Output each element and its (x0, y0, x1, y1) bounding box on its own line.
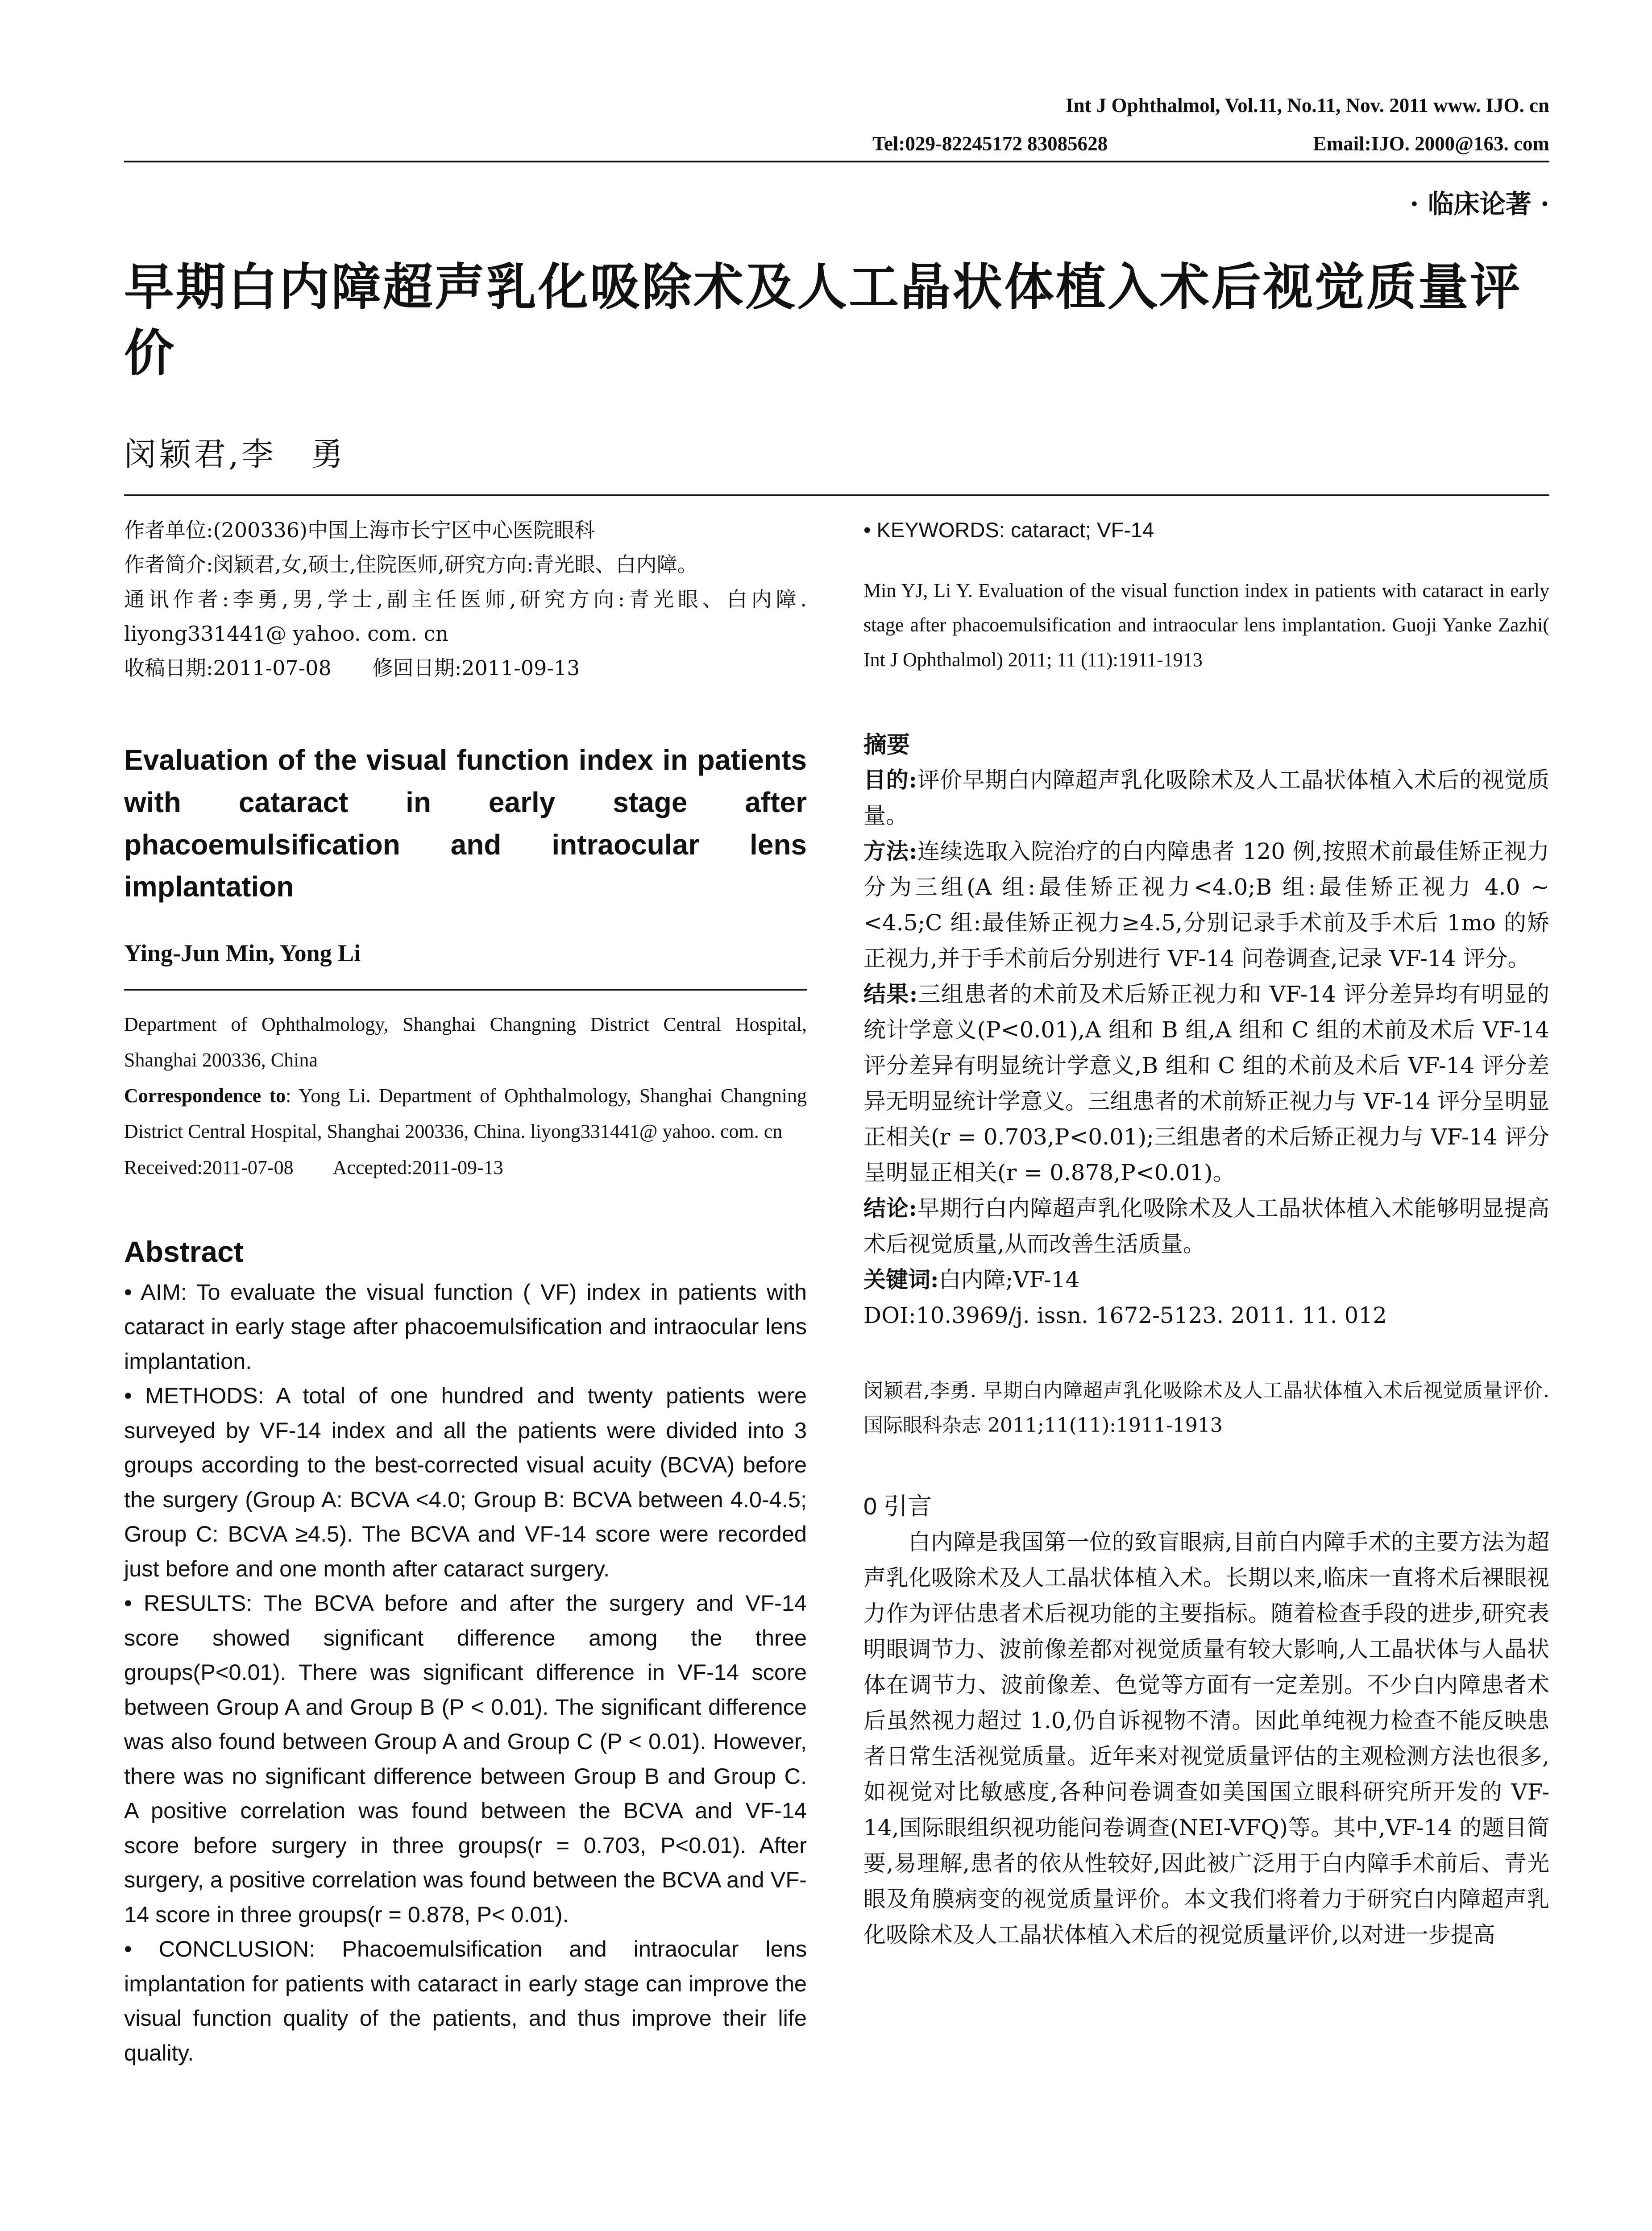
right-column (863, 518, 1549, 1953)
authors-en: Ying-Jun Min, Yong Li (124, 940, 361, 967)
intro-paragraph: 白内障是我国第一位的致盲眼病,目前白内障手术的主要方法为超声乳化吸除术及人工晶状体植入术。长期以来,临床一直将术后裸眼视力作为评估患者术后视功能的主要指标。随着检查手段的进步,研究表明眼调节力、波前像差都对视觉质量有较大影响,人工晶状体与人晶状体在调节力、波前像差、色觉等方面有一定差别。不少白内障患者术后虽然视力超过 1.0,仍自诉视物不清。因此单纯视力检查不能反映患者日常生活视觉质量。近年来对视觉质量评估的主观检测方法也很多,如视觉对比敏感度,各种问卷调查如美国国立眼科研究所开发的 VF-14,国际眼组织视功能问卷调查(NEI-VFQ)等。其中,VF-14 的题目简要,易理解,患者的依从性较好,因此被广泛用于白内障手术前后、青光眼及角膜病变的视觉质量评价。本文我们将着力于研究白内障超声乳化吸除术及人工晶状体植入术后的视觉质量评价,以对进一步提高 (863, 1529, 1549, 1948)
conclusion-cn-text: 早期行白内障超声乳化吸除术及人工晶状体植入术能够明显提高术后视觉质量,从而改善生活质量。 (863, 1195, 1549, 1257)
section-tag: · 临床论著 · (1410, 189, 1549, 219)
citation-cn: 闵颖君,李勇. 早期白内障超声乳化吸除术及人工晶状体植入术后视觉质量评价. 国际眼科杂志 2011;11(11):1911-1913 (863, 1379, 1549, 1437)
abstract-heading: Abstract (124, 1235, 244, 1268)
results-label: • RESULTS: (124, 1590, 253, 1616)
abstract-aim (124, 1275, 807, 1379)
page-title: 早期白内障超声乳化吸除术及人工晶状体植入术后视觉质量评价 (124, 258, 1522, 382)
aim-text: To evaluate the visual function ( VF) index in patients with cataract in early stage after phacoemulsification and intraocular lens implantation. (124, 1279, 807, 1374)
authors-cn: 闵颖君,李 勇 (124, 435, 346, 473)
received-accepted-en: Received:2011-07-08 Accepted:2011-09-13 (124, 1156, 503, 1178)
methods-label: • METHODS: (124, 1383, 264, 1409)
journal-header-line1: Int J Ophthalmol, Vol.11, No.11, Nov. 2011 www. IJO. cn (1066, 94, 1549, 116)
conclusion-cn-label: 结论: (863, 1195, 917, 1222)
keywords-cn (863, 1262, 1549, 1298)
intro-heading: 0 引言 (863, 1493, 932, 1520)
correspondence-cn: 通讯作者:李勇,男,学士,副主任医师,研究方向:青光眼、白内障. liyong331441@ yahoo. com. cn (124, 587, 807, 646)
abstract-cn-conclusion (863, 1190, 1549, 1262)
results-text: The BCVA before and after the surgery and VF-14 score showed significant difference among the three groups(P<0.01). There was significant difference in VF-14 score between Group A and Group B (P < 0.01). The significant difference was also found between Group A and Group C (P < 0.01). However, there was no significant difference between Group B and Group C. A positive correlation was found between the BCVA and VF-14 score before surgery in three groups(r = 0.703, P<0.01). After surgery, a positive correlation was found between the BCVA and VF-14 score in three groups(r = 0.878, P< 0.01). (124, 1590, 807, 1927)
keywords-cn-label: 关键词: (863, 1266, 939, 1293)
citation-en: Min YJ, Li Y. Evaluation of the visual function index in patients with cataract in early stage after phacoemulsification and intraocular lens implantation. Guoji Yanke Zazhi( Int J Ophthalmol) 2011; 11 (11):1911-1913 (863, 580, 1549, 671)
journal-header-email: Email:IJO. 2000@163. com (1313, 133, 1549, 155)
methods-cn-label: 方法: (863, 838, 917, 865)
english-title: Evaluation of the visual function index in patients with cataract in early stage after phacoemulsification and intraocular lens implantation (124, 744, 807, 903)
correspondence-label: Correspondence to (124, 1085, 286, 1107)
header-rule (124, 161, 1549, 162)
received-dates-cn: 收稿日期:2011-07-08 修回日期:2011-09-13 (124, 656, 580, 680)
doi: DOI:10.3969/j. issn. 1672-5123. 2011. 11. 012 (863, 1302, 1387, 1329)
correspondence-en (124, 1078, 807, 1149)
aim-cn-text: 评价早期白内障超声乳化吸除术及人工晶状体植入术后的视觉质量。 (863, 767, 1549, 829)
authors-rule (124, 989, 807, 991)
abstract-conclusion (124, 1932, 807, 2070)
methods-cn-text: 连续选取入院治疗的白内障患者 120 例,按照术前最佳矫正视力分为三组(A 组:最佳矫正视力<4.0;B 组:最佳矫正视力 4.0 ~ <4.5;C 组:最佳矫正视力≥4.5,分别记录手术前及手术后 1mo 的矫正视力,并于手术前后分别进行 VF-14 问卷调查,记录 VF-14 评分。 (863, 838, 1549, 972)
abstract-cn-results (863, 976, 1549, 1190)
abstract-methods (124, 1378, 807, 1586)
journal-header-tel: Tel:029-82245172 83085628 (872, 133, 1108, 155)
keywords-text: cataract; VF-14 (1004, 518, 1154, 542)
left-column (124, 513, 807, 2070)
results-cn-text: 三组患者的术前及术后矫正视力和 VF-14 评分差异均有明显的统计学意义(P<0.01),A 组和 B 组,A 组和 C 组的术前及术后 VF-14 评分差异有明显统计学意义,B 组和 C 组的术前及术后 VF-14 评分差异无明显统计学意义。三组患者的术前矫正视力与 VF-14 评分呈明显正相关(r = 0.703,P<0.01);三组患者的术后矫正视力与 VF-14 评分呈明显正相关(r = 0.878,P<0.01)。 (863, 981, 1549, 1186)
keywords-cn-text: 白内障;VF-14 (938, 1267, 1080, 1293)
methods-text: A total of one hundred and twenty patients were surveyed by VF-14 index and all the patients were divided into 3 groups according to the best-corrected visual acuity (BCVA) before the surgery (Group A: BCVA <4.0; Group B: BCVA between 4.0-4.5; Group C: BCVA ≥4.5). The BCVA and VF-14 score were recorded just before and one month after cataract surgery. (124, 1383, 807, 1581)
abstract-results (124, 1586, 807, 1932)
correspondence-text: : Yong Li. Department of Ophthalmology, Shanghai Changning District Central Hospital, Shanghai 200336, China. liyong331441@ yahoo. com. cn (124, 1085, 807, 1143)
abstract-cn-aim (863, 762, 1549, 834)
keywords-en (863, 518, 1549, 542)
author-intro: 作者简介:闵颖君,女,硕士,住院医师,研究方向:青光眼、白内障。 (124, 552, 698, 577)
aim-cn-label: 目的: (863, 767, 917, 793)
title-rule (124, 494, 1549, 496)
conclusion-label: • CONCLUSION: (124, 1936, 315, 1962)
department-en: Department of Ophthalmology, Shanghai Changning District Central Hospital, Shanghai 200336, China (124, 1013, 807, 1071)
keywords-label: • KEYWORDS: (863, 518, 1005, 542)
aim-label: • AIM: (124, 1279, 187, 1305)
abstract-cn-heading: 摘要 (863, 731, 910, 759)
conclusion-text: Phacoemulsification and intraocular lens implantation for patients with cataract in early stage can improve the visual function quality of the patients, and thus improve their life quality. (124, 1936, 807, 2065)
results-cn-label: 结果: (863, 981, 918, 1008)
abstract-cn-methods (863, 834, 1549, 976)
affiliation: 作者单位:(200336)中国上海市长宁区中心医院眼科 (124, 518, 595, 542)
